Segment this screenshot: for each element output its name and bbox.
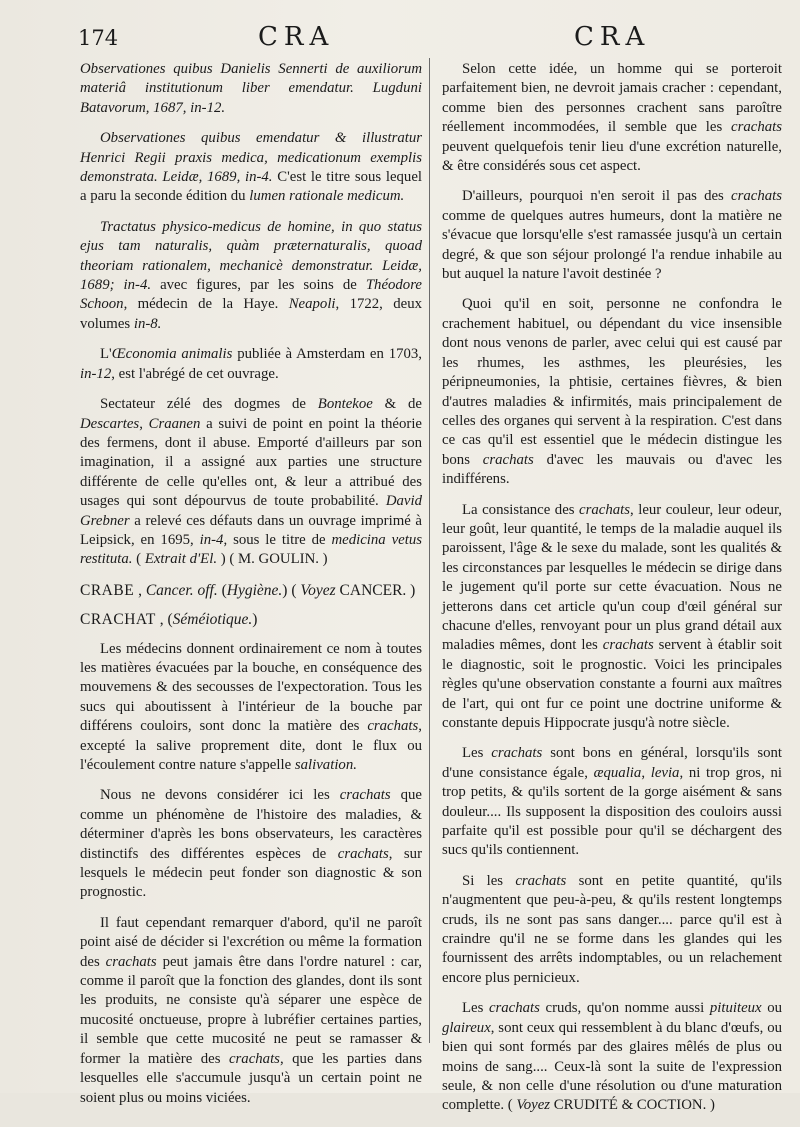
running-head-left: CRA: [258, 22, 335, 52]
paragraph-petite-quantite: Si les crachats sont en petite quantité, qu'ils n'augmentent que peu-à-peu, & qu'ils restent longtemps cruds, ils ne sont pas sans danger.... parce qu'il est à craindre qu'il ne se forme dans les glandes qui les fournissent des arrêts indomptables, ou un relachement encore plus pernicieux.: [442, 872, 782, 986]
paragraph-definition: Les médecins donnent ordinairement ce nom à toutes les matières évacuées par la bouche, en conséquence des mouvemens & des secousses de l'expectoration. Tous les sucs qui aboutissent à l'intérieur de la bouche par différens couloirs, sont donc la matière des crachats, excepté la salive proprement dite, dont le flux ou l'écoulement contre nature s'appelle salivation.: [80, 640, 422, 773]
paragraph-dailleurs: D'ailleurs, pourquoi n'en seroit il pas des crachats comme de quelques autres humeurs, dont la matière ne s'évacue que lorsqu'elle s'est ramassée jusqu'à un certain degré, & que son séjour prolongé l'a rendue inhabile au but auquel la nature l'avoit destinée ?: [442, 188, 782, 283]
right-column: [442, 60, 782, 1127]
left-column: [80, 60, 422, 1119]
paragraph-consistance: La consistance des crachats, leur couleur, leur odeur, leur goût, leur quantité, le temps de la maladie auquel ils paroissent, l'âge & le sexe du malade, sont les qualités & les circonstances par lesquelles le médecin se dirige dans le jugement qu'il porte sur cette évacuation. Nous ne jetterons dans cet article qu'un coup d'œil général sur chacune d'elles, renvoyant pour un plus grand détail aux maladies mêmes, dont les crachats servent à établir soit le diagnostic, soit le prognostic. Voici les principales règles qu'une observation constante a fourni aux maîtres de l'art, qui ont fur ce point une doctrine uniforme & constante depuis Hippocrate jusqu'à notre siècle.: [442, 501, 782, 731]
reference-tractatus: Tractatus physico-medicus de homine, in quo status ejus tam naturalis, quàm præternaturalis, quoad theoriam rationalem, mechanicè demonstratur. Leidæ, 1689; in-4. avec figures, par les soins de Théodore Schoon, médecin de la Haye. Neapoli, 1722, deux volumes in-8.: [80, 218, 422, 332]
entry-crabe: CRABE , Cancer. off. (Hygiène.) ( Voyez CANCER. ): [80, 581, 416, 599]
paragraph-selon: Selon cette idée, un homme qui se porteroit parfaitement bien, ne devroit jamais cracher : cependant, comme bien des personnes crachent sans paroître réellement incommodées, il semble que les crachats peuvent quelquefois tenir lieu d'une excrétion naturelle, & être considérés sous cet aspect.: [442, 61, 782, 175]
entry-crachat: CRACHAT , (Séméiotique.): [80, 611, 258, 629]
page-number: 174: [78, 26, 119, 50]
paragraph-oeconomia: L'Œconomia animalis publiée à Amsterdam en 1703, in-12, est l'abrégé de cet ouvrage.: [80, 346, 422, 382]
running-head-right: CRA: [574, 22, 651, 52]
paragraph-remarquer: Il faut cependant remarquer d'abord, qu'il ne paroît point aisé de décider si l'excrétion ou même la formation des crachats peut jamais être dans l'ordre naturel : car, comme il paroît que la fonction des glandes, dont ils sont les produits, ne consiste qu'à séparer une espèce de mucosité onctueuse, propre à lubréfier certaines parties, il semble que cette mucosité ne peut se ramasser & former la matière des crachats, que les parties dans lesquelles elle s'accumule jusqu'à un certain point ne soient plus ou moins viciées.: [80, 914, 422, 1106]
page-header: [0, 22, 800, 58]
paragraph-cruds: Les crachats cruds, qu'on nomme aussi pituiteux ou glaireux, sont ceux qui ressemblent à du blanc d'œufs, ou bien qui sont formés par des glaires mêlés de plus ou moins de sang.... Ceux-là sont la suite de l'expression seule, & non celle d'une résolution ou d'une maturation complette. ( Voyez CRUDITÉ & COCTION. ): [442, 1000, 782, 1114]
paragraph-bons: Les crachats sont bons en général, lorsqu'ils sont d'une consistance égale, æqualia, levia, ni trop gros, ni trop petits, & qu'ils sortent de la gorge aisément & sans douleur.... Ils supposent la disposition des couloirs aussi parfaite qu'il est possible pour qu'il se déchargent des sucs qu'ils contiennent.: [442, 745, 782, 859]
entry-heading-crachat: CRACHAT: [80, 611, 156, 629]
paragraph-considerer: Nous ne devons considérer ici les crachats que comme un phénomène de l'histoire des maladies, & déterminer d'après les bons observateurs, les caractères distinctifs des différentes espèces de crachats, sur lesquels le médecin peut fonder son diagnostic & son prognostic.: [80, 787, 423, 901]
reference-sennerti: Observationes quibus Danielis Sennerti de auxiliorum materiâ institutionum liber emendatur. Lugduni Batavorum, 1687, in-12.: [80, 61, 422, 116]
paragraph-quoi: Quoi qu'il en soit, personne ne confondra le crachement habituel, ou dépendant du vice insensible dont nous venons de parler, avec celui qui est causé par les rhumes, les asthmes, les pleurésies, les péripneumonies, la phtisie, certaines fièvres, & bien d'autres maladies & infirmités, mais principalement de celles des organes qui servent à la respiration. C'est dans ce cas qu'il est essentiel que le médecin distingue les bons crachats d'avec les mauvais ou d'avec les indifférens.: [442, 296, 782, 488]
reference-regii: Observationes quibus emendatur & illustratur Henrici Regii praxis medica, medicationum exemplis demonstrata. Leidæ, 1689, in-4. C'est le titre sous lequel a paru la seconde édition du lumen rationale medicum.: [80, 130, 422, 205]
column-divider: [429, 58, 430, 1043]
entry-heading-crabe: CRABE: [80, 581, 135, 599]
paragraph-craanen: Sectateur zélé des dogmes de Bontekoe & de Descartes, Craanen a suivi de point en point la théorie des fermens, dont il abuse. Emporté d'ailleurs par son imagination, il a assigné aux parties une structure différente de celle qu'elles ont, & leur a attribué des usages qui sont dépourvus de toute probabilité. David Grebner a relevé ces défauts dans un ouvrage imprimé à Leipsick, en 1695, in-4, sous le titre de medicina vetus restituta. ( Extrait d'El. ) ( M. GOULIN. ): [80, 396, 423, 568]
